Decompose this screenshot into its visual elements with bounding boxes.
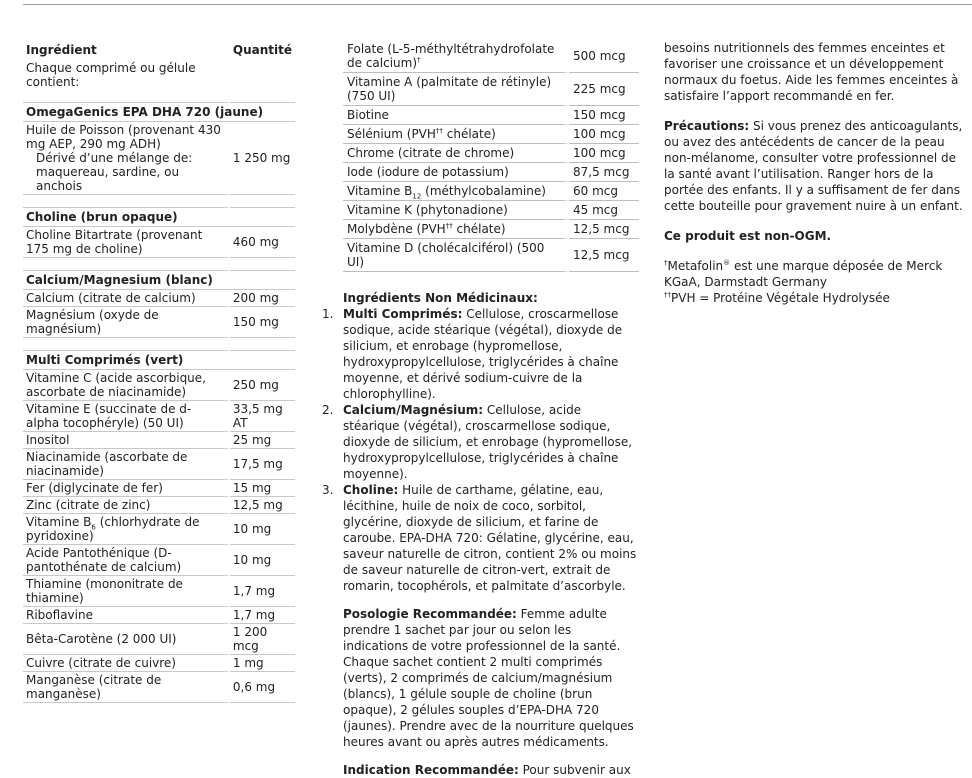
ingredient-name: Zinc (citrate de zinc) xyxy=(23,497,230,514)
posology-paragraph: Posologie Recommandée: Femme adulte prendre 1 sachet par jour ou selon les indications de votre professionnel de la santé. Chaque sachet contient 2 multi comprimés (verts), 2 comprimés de calcium/magnésium (blancs), 1 gélule souple de choline (brun opaque), 2 gélules souples d’EPA-DHA 720 (jaunes). Prendre avec de la nourriture quelques heures avant ou après autres médicaments. xyxy=(343,607,634,749)
table-row xyxy=(23,576,295,607)
table-row xyxy=(343,106,639,125)
table-row xyxy=(23,672,295,703)
ingredient-qty: 1,7 mg xyxy=(230,607,295,624)
table-row xyxy=(23,545,295,576)
list-item: 3. Choline: Huile de carthame, gélatine, eau, lécithine, huile de noix de coco, sorbitol, glycérine, dioxyde de silicium, et farine de caroube. EPA-DHA 720: Gélatine, glycérine, eau, saveur naturelle de citron, contient 2% ou moins de saveur naturelle de citron-vert, extrait de romarin, tocophérols, et palmitate d’ascorbyle. xyxy=(322,483,637,593)
section-title: Calcium/Magnesium (blanc) xyxy=(23,271,295,290)
ingredient-name: Thiamine (mononitrate de thiamine) xyxy=(23,576,230,607)
ingredient-sub: Dérivé d’une mélange de: maquereau, sardine, ou anchois xyxy=(36,151,193,193)
ingredient-qty: 150 mcg xyxy=(569,106,639,125)
ingredient-name: Vitamine K (phytonadione) xyxy=(343,201,569,220)
table-row xyxy=(23,401,295,432)
section-title: Choline (brun opaque) xyxy=(23,208,295,227)
ingredient-name: Vitamine A (palmitate de rétinyle) (750 UI) xyxy=(343,73,569,106)
ingredient-name: Manganèse (citrate de manganèse) xyxy=(23,672,230,703)
ingredient-name: Cuivre (citrate de cuivre) xyxy=(23,655,230,672)
ingredient-name: Inositol xyxy=(23,432,230,449)
ingredient-name: Fer (diglycinate de fer) xyxy=(23,480,230,497)
table-row xyxy=(343,182,639,201)
table-row xyxy=(343,239,639,272)
ingredients-table-continued xyxy=(343,40,639,272)
ingredient-name: Vitamine $B_6$ (chlorhydrate de pyridoxine) xyxy=(23,514,230,545)
table-row xyxy=(343,220,639,239)
table-row xyxy=(23,449,295,480)
ingredient-qty: 15 mg xyxy=(230,480,295,497)
ingredient-name: Folate (L-5-méthyltétrahydrofolate de calcium)† xyxy=(343,40,569,73)
table-row xyxy=(343,163,639,182)
top-divider xyxy=(23,4,972,5)
ingredient-qty: 33,5 mg AT xyxy=(230,401,295,432)
list-item: 1. Multi Comprimés: Cellulose, croscarmellose sodique, acide stéarique (végétal), dioxyde de silicium, et enrobage (hypromellose, hydroxypropylcellulose, triglycérides à chaîne moyenne, et dérivé sodium-cuivre de la chlorophylline). xyxy=(322,307,623,401)
ingredient-qty: 225 mcg xyxy=(569,73,639,106)
ingredient-qty: 460 mg xyxy=(230,227,295,258)
list-item: 2. Calcium/Magnésium: Cellulose, acide stéarique (végétal), croscarmellose sodique, dioxyde de silicium, et enrobage (hypromellose, hydroxypropylcellulose, triglycérides à chaîne moyenne). xyxy=(322,403,633,481)
table-row xyxy=(23,497,295,514)
ingredient-qty: 45 mcg xyxy=(569,201,639,220)
ingredient-qty: 12,5 mg xyxy=(230,497,295,514)
table-row xyxy=(23,432,295,449)
section-title: OmegaGenics EPA DHA 720 (jaune) xyxy=(23,103,295,122)
ingredient-name: Vitamine $B_{12}$ (méthylcobalamine) xyxy=(343,182,569,201)
ingredient-qty: 10 mg xyxy=(230,545,295,576)
table-row xyxy=(23,514,295,545)
table-row xyxy=(23,122,295,195)
quantity-header: Quantité xyxy=(232,43,292,57)
ingredient-name: Iode (iodure de potassium) xyxy=(343,163,569,182)
section-title: Multi Comprimés (vert) xyxy=(23,351,295,370)
ingredient-qty: 200 mg xyxy=(230,290,295,307)
ingredient-qty: 150 mg xyxy=(230,307,295,338)
ingredients-table xyxy=(23,40,295,703)
ingredient-name: Niacinamide (ascorbate de niacinamide) xyxy=(23,449,230,480)
table-row xyxy=(23,624,295,655)
ingredient-qty: 0,6 mg xyxy=(230,672,295,703)
table-row xyxy=(23,307,295,338)
ingredient-name: Biotine xyxy=(343,106,569,125)
ingredient-qty: 100 mcg xyxy=(569,125,639,144)
table-header xyxy=(23,40,295,60)
ingredient-qty: 12,5 mcg xyxy=(569,239,639,272)
ingredient-name: Acide Pantothénique (D-pantothénate de calcium) xyxy=(23,545,230,576)
ingredient-name: Molybdène (PVH†† chélate) xyxy=(343,220,569,239)
ingredient-qty: 1 250 mg xyxy=(230,122,295,195)
ingredient-qty: 1 200 mcg xyxy=(230,624,295,655)
ingredient-qty: 100 mcg xyxy=(569,144,639,163)
ingredient-name: Chrome (citrate de chrome) xyxy=(343,144,569,163)
ingredient-name: Huile de Poisson (provenant 430 mg AEP, 290 mg ADH) xyxy=(26,123,221,151)
non-ogm-statement: Ce produit est non-OGM. xyxy=(664,229,832,243)
footnote-metafolin: †Metafolin® est une marque déposée de Merck KGaA, Darmstadt Germany xyxy=(664,259,943,289)
table-row xyxy=(343,201,639,220)
footnote-pvh: ††PVH = Protéine Végétale Hydrolysée xyxy=(664,291,890,305)
ingredient-qty: 250 mg xyxy=(230,370,295,401)
indication-paragraph: Indication Recommandée: Pour subvenir aux xyxy=(343,763,631,777)
ingredient-name: Magnésium (oxyde de magnésium) xyxy=(23,307,230,338)
column-3 xyxy=(664,40,964,306)
intro-text: Chaque comprimé ou gélule contient: xyxy=(26,61,196,89)
table-row xyxy=(343,73,639,106)
table-row xyxy=(343,125,639,144)
non-medicinal-list xyxy=(322,306,639,594)
ingredient-header: Ingrédient xyxy=(26,43,97,57)
ingredient-qty: 87,5 mcg xyxy=(569,163,639,182)
table-row xyxy=(23,227,295,258)
non-medicinal-title: Ingrédients Non Médicinaux: xyxy=(343,291,538,305)
ingredient-qty: 10 mg xyxy=(230,514,295,545)
ingredient-qty: 60 mcg xyxy=(569,182,639,201)
ingredient-name: Calcium (citrate de calcium) xyxy=(23,290,230,307)
table-row xyxy=(343,144,639,163)
ingredient-name: Choline Bitartrate (provenant 175 mg de choline) xyxy=(23,227,230,258)
ingredient-qty: 500 mcg xyxy=(569,40,639,73)
ingredient-qty: 17,5 mg xyxy=(230,449,295,480)
non-medicinal-section xyxy=(322,290,639,594)
ingredient-name: Vitamine E (succinate de d-alpha tocophéryle) (50 UI) xyxy=(23,401,230,432)
column-2 xyxy=(322,40,639,778)
ingredient-name: Vitamine C (acide ascorbique, ascorbate de niacinamide) xyxy=(23,370,230,401)
ingredient-name: Sélénium (PVH†† chélate) xyxy=(343,125,569,144)
table-row xyxy=(23,290,295,307)
ingredient-name: Riboflavine xyxy=(23,607,230,624)
table-row xyxy=(23,370,295,401)
ingredient-qty: 12,5 mcg xyxy=(569,220,639,239)
ingredient-qty: 1 mg xyxy=(230,655,295,672)
precautions-paragraph: Précautions: Si vous prenez des anticoagulants, ou avez des antécédents de cancer de la peau non-mélanome, consulter votre professionnel de la santé avant l’utilisation. Ranger hors de la portée des enfants. Il y a suffisament de fer dans cette bouteille pour gravement nuire à un enfant. xyxy=(664,119,963,213)
table-row xyxy=(23,60,295,90)
table-row xyxy=(23,655,295,672)
table-row xyxy=(23,480,295,497)
ingredient-qty: 1,7 mg xyxy=(230,576,295,607)
table-row xyxy=(23,607,295,624)
ingredients-table-column-1 xyxy=(23,40,295,703)
ingredient-name: Vitamine D (cholécalciférol) (500 UI) xyxy=(343,239,569,272)
ingredient-qty: 25 mg xyxy=(230,432,295,449)
table-row xyxy=(343,40,639,73)
indication-continued: besoins nutritionnels des femmes enceintes et favoriser une croissance et un développement normaux du foetus. Aide les femmes enceintes à satisfaire l’apport recommandé en fer. xyxy=(664,41,959,103)
ingredient-name: Bêta-Carotène (2 000 UI) xyxy=(23,624,230,655)
